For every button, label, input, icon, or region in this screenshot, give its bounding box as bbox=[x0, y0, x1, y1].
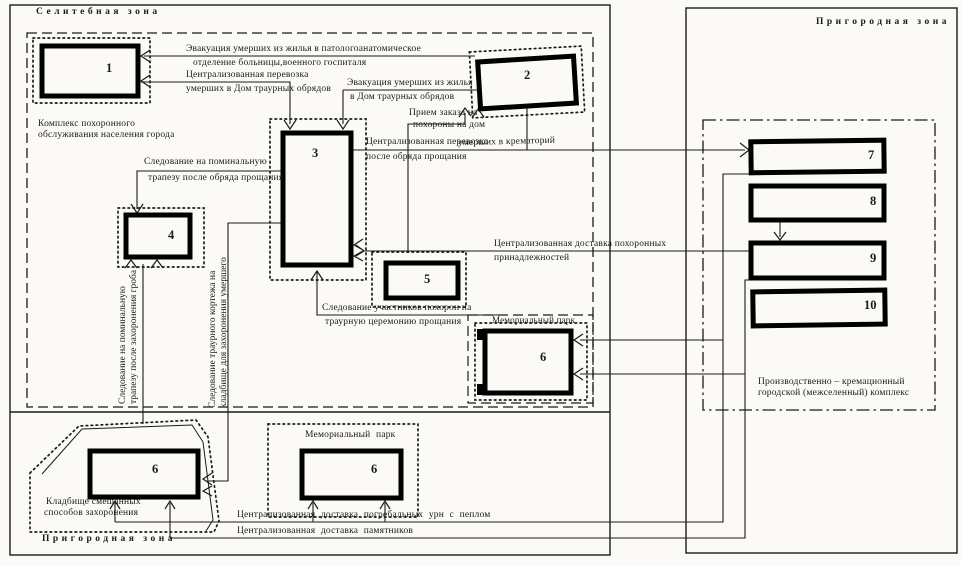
box-6-memorial-mid bbox=[485, 331, 571, 393]
box-5 bbox=[386, 263, 458, 298]
flow-urns-label: Централизованная доставка погребальных урн с пеплом bbox=[237, 510, 491, 520]
flow-order-home bbox=[408, 113, 465, 253]
box-10-number: 10 bbox=[864, 298, 877, 312]
box-1 bbox=[42, 46, 138, 96]
box-2-number: 2 bbox=[524, 68, 531, 82]
memorial-park-mid-label: Мемориальный парк bbox=[492, 315, 576, 325]
box-5-number: 5 bbox=[424, 272, 431, 286]
flow-crematorium-label-line1: Централизованная перевозка bbox=[366, 137, 489, 147]
flow-monuments bbox=[170, 280, 762, 538]
box-6-cemetery-number: 6 bbox=[152, 462, 159, 476]
box-4 bbox=[126, 215, 190, 257]
crematorium-complex-label-line1: Производственно – кремационный bbox=[758, 377, 905, 387]
flow-evac-dom-label-line2: в Дом траурных обрядов bbox=[350, 92, 455, 102]
flow-participants-label-line2: траурную церемонию прощания bbox=[325, 317, 462, 327]
zone-label-prigorodnaya-bottom: Пригородная зона bbox=[42, 534, 177, 544]
box-9-number: 9 bbox=[870, 251, 877, 265]
box-8-number: 8 bbox=[870, 194, 877, 208]
flow-repast-farewell-label-line2: трапезу после обряда прощания bbox=[148, 173, 284, 183]
flow-cortege-label-line1: Следование траурного кортежа на bbox=[208, 270, 218, 408]
cemetery-label-line1: Кладбище смешанных bbox=[46, 497, 141, 507]
flow-repast-farewell-label-line1: Следование на поминальную bbox=[144, 157, 267, 167]
box-7-number: 7 bbox=[868, 148, 875, 162]
flow-transport-dom-label-line1: Централизованная перевозка bbox=[186, 70, 309, 80]
box-6-memorial-bottom bbox=[302, 451, 401, 498]
box-6-mid-number: 6 bbox=[540, 350, 547, 364]
zone-label-prigorodnaya-right: Пригородная зона bbox=[816, 17, 951, 27]
flow-crematorium-label-line3: после обряда прощания bbox=[366, 152, 467, 162]
flow-repast-burial-label-line2: трапезу после захоронения гроба bbox=[129, 269, 139, 404]
flow-supplies-label-line1: Централизованная доставка похоронных bbox=[494, 239, 667, 249]
city-complex-label-line1: Комплекс похоронного bbox=[38, 119, 136, 129]
cemetery-label-line2: способов захоронения bbox=[44, 508, 139, 518]
city-complex-label-line2: обслуживания населения города bbox=[38, 130, 175, 140]
box-8 bbox=[751, 186, 884, 220]
flow-participants-label-line1: Следование участников похорон на bbox=[322, 303, 472, 313]
flow-evac-dom-label-line1: Эвакуация умерших из жилья bbox=[347, 78, 473, 88]
zone-label-selitebnaya: Селитебная зона bbox=[36, 7, 161, 17]
flow-order-home-label-line2: похороны на дом bbox=[413, 120, 486, 130]
box-4-number: 4 bbox=[168, 228, 175, 242]
flow-crematorium-label-line2: умерших в крематорий bbox=[457, 135, 556, 149]
flow-repast-burial-label bbox=[118, 270, 140, 404]
box-7 bbox=[751, 140, 884, 173]
box-1-number: 1 bbox=[106, 61, 113, 75]
flow-cortege-label-line2: кладбище для захоронения умершего bbox=[219, 257, 229, 408]
flow-cortege-label bbox=[208, 257, 230, 408]
box-3-number: 3 bbox=[312, 146, 319, 160]
flow-evac-morgue-label-line2: отделение больницы,военного госпиталя bbox=[193, 58, 367, 68]
memorial-park-bottom-label: Мемориальный парк bbox=[305, 430, 396, 440]
flow-monuments-label: Централизованная доставка памятников bbox=[237, 526, 414, 536]
box-6-cemetery bbox=[90, 451, 198, 497]
crematorium-complex-label-line2: городской (межселенный) комплекс bbox=[758, 388, 910, 398]
flow-transport-dom-label-line2: умерших в Дом траурных обрядов bbox=[186, 84, 332, 94]
flow-order-home-label-line1: Прием заказа на bbox=[409, 108, 478, 118]
flow-supplies-label-line2: принадлежностей bbox=[494, 253, 570, 263]
box-6-membottom-number: 6 bbox=[371, 462, 378, 476]
box-9 bbox=[751, 243, 884, 278]
flow-repast-burial-label-line1: Следование на поминальную bbox=[118, 286, 128, 404]
flow-evac-morgue-label-line1: Эвакуация умерших из жилья в патологоанатомическое bbox=[186, 44, 421, 54]
